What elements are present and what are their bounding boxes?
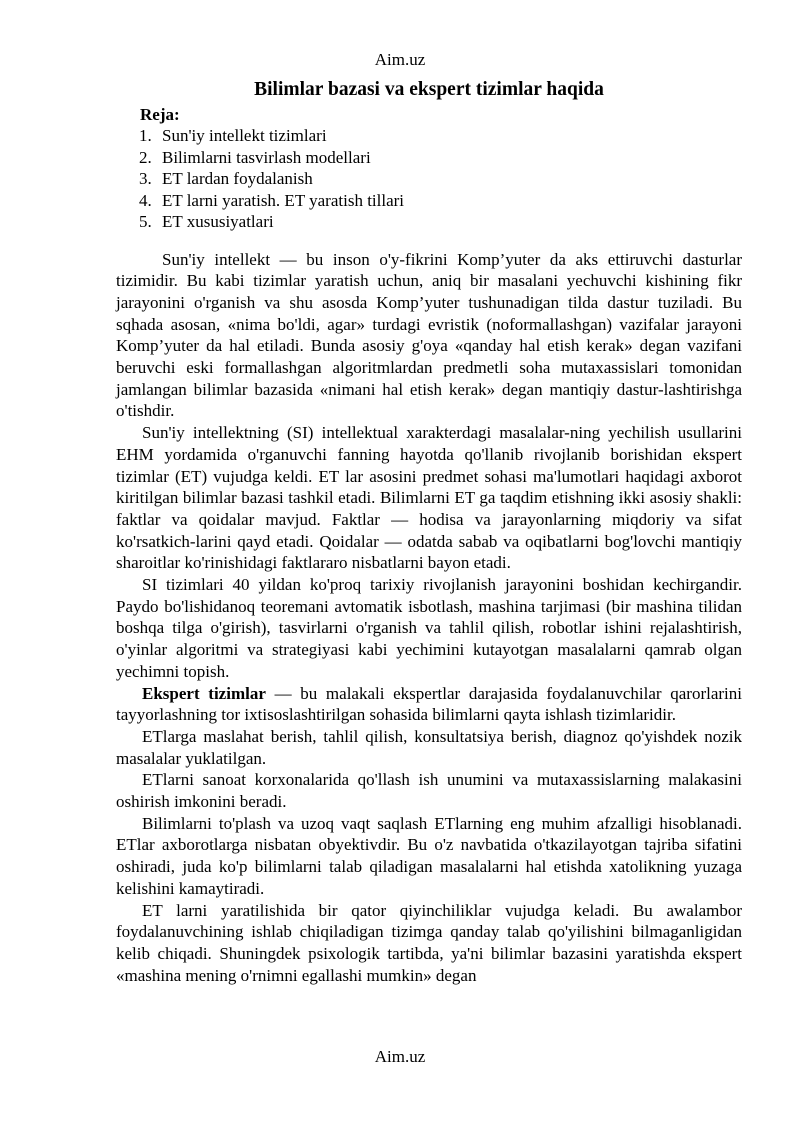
page-header: Aim.uz (374, 50, 426, 69)
document-title: Bilimlar bazasi va ekspert tizimlar haqida (254, 79, 604, 100)
paragraph: Sun'iy intellektning (SI) intellektual xarakterdagi masalalar-ning yechilish usullarini EHM yordamida o'rganuvchi fanning hayotda qo'llanib rivojlanib borishidan ekspert tizimlar (ET) vujudga keldi. ET lar asosini predmet sohasi ma'lumotlari haqidagi axborot kiritilgan bilimlar bazasi tashkil etadi. Bilimlarni ET ga taqdim etishning ikki asosiy shakli: faktlar va qoidalar mavjud. Faktlar — hodisa va jarayonlarning miqdoriy va sifat ko'rsatkich-larini qayd etadi. Qoidalar — odatda sabab va oqibatlarni bog'lovchi mantiqiy sharoitlar ko'rinishidagi faktlararo nisbatlarni bayon etadi. (116, 423, 742, 573)
plan-item: 1. Sun'iy intellekt tizimlari (139, 126, 327, 145)
expert-definition: — bu malakali ekspertlar darajasida foydalanuvchilar qarorlarini tayyorlashning tor ixtisoslashtirilgan sohasida bilimlarni qayta ishlash tizimlaridir. (116, 683, 743, 725)
paragraph: ETlarni sanoat korxonalarida qo'llash ish unumini va mutaxassislarning malakasini oshirish imkonini beradi. (116, 770, 742, 812)
body-text (116, 249, 742, 987)
expert-term: Ekspert tizimlar (142, 683, 266, 703)
paragraph: Sun'iy intellekt — bu inson o'y-fikrini Komp’yuter da aks ettiruvchi dasturlar tizimidir. Bu kabi tizimlar yaratish uchun, aniq bir masalani yechuvchi kishining fikr jarayonini o'rganish va shu asosda Komp’yuter tushunadigan tilda dastur tuziladi. Bu sqhada asosan, «nima bo'ldi, agar» turdagi evristik (noformallashgan) vazifalar jarayoni Komp’yuter da hal etiladi. Bunda asosiy g'oya «qanday hal etish kerak» degan vazifani beruvchi eski formallashgan algoritmlardan predmetli soha mutaxassislari tomonidan jamlangan bilimlar bazasida «nimani hal etish kerak» degan mantiqiy dastur-lashtirishga o'tishdir. (116, 249, 742, 421)
page-footer: Aim.uz (374, 1047, 426, 1066)
paragraph: SI tizimlari 40 yildan ko'proq tarixiy rivojlanish jarayonini boshidan kechirgandir. Paydo bo'lishidanoq teoremani avtomatik isbotlash, mashina tarjimasi (bir mashina tilidan boshqa tilga o'girish), tasvirlarni o'rganish va tahlil qilish, robotlar ishini rejalashtirish, o'yinlar algoritmi va strategiyasi kabi yechimini kutayotgan masalalarni qamrab olgan yechimni topish. (116, 575, 742, 681)
plan-item: 3. ET lardan foydalanish (139, 169, 313, 188)
paragraph: ETlarga maslahat berish, tahlil qilish, konsultatsiya berish, diagnoz qo'yishdek nozik masalalar yuklatilgan. (116, 726, 742, 768)
plan-label: Reja: (140, 105, 180, 124)
paragraph (116, 683, 742, 726)
plan-list (116, 125, 742, 233)
plan-item: 5. ET xususiyatlari (139, 212, 274, 231)
paragraph: Bilimlarni to'plash va uzoq vaqt saqlash ETlarning eng muhim afzalligi hisoblanadi. ETlar axborotlarga nisbatan obyektivdir. Bu o'z navbatida o'tkazilayotgan tajriba sifatini oshiradi, juda ko'p bilimlarni talab qiladigan masalalarni hal etishda xatolikning yuzaga kelishini kamaytiradi. (116, 813, 742, 898)
plan-item: 2. Bilimlarni tasvirlash modellari (139, 147, 371, 167)
plan-item: 4. ET larni yaratish. ET yaratish tillari (139, 190, 405, 210)
document-body (116, 76, 742, 986)
paragraph: ET larni yaratilishida bir qator qiyinchiliklar vujudga keladi. Bu awalambor foydalanuvchining ishlab chiqiladigan tizimga qanday talab qo'yilishini bilmaganligidan kelib chiqadi. Shuningdek psixologik tartibda, ya'ni bilimlar bazasini yaratishda ekspert «mashina mening o'rnimni egallashi mumkin» degan (116, 900, 742, 985)
